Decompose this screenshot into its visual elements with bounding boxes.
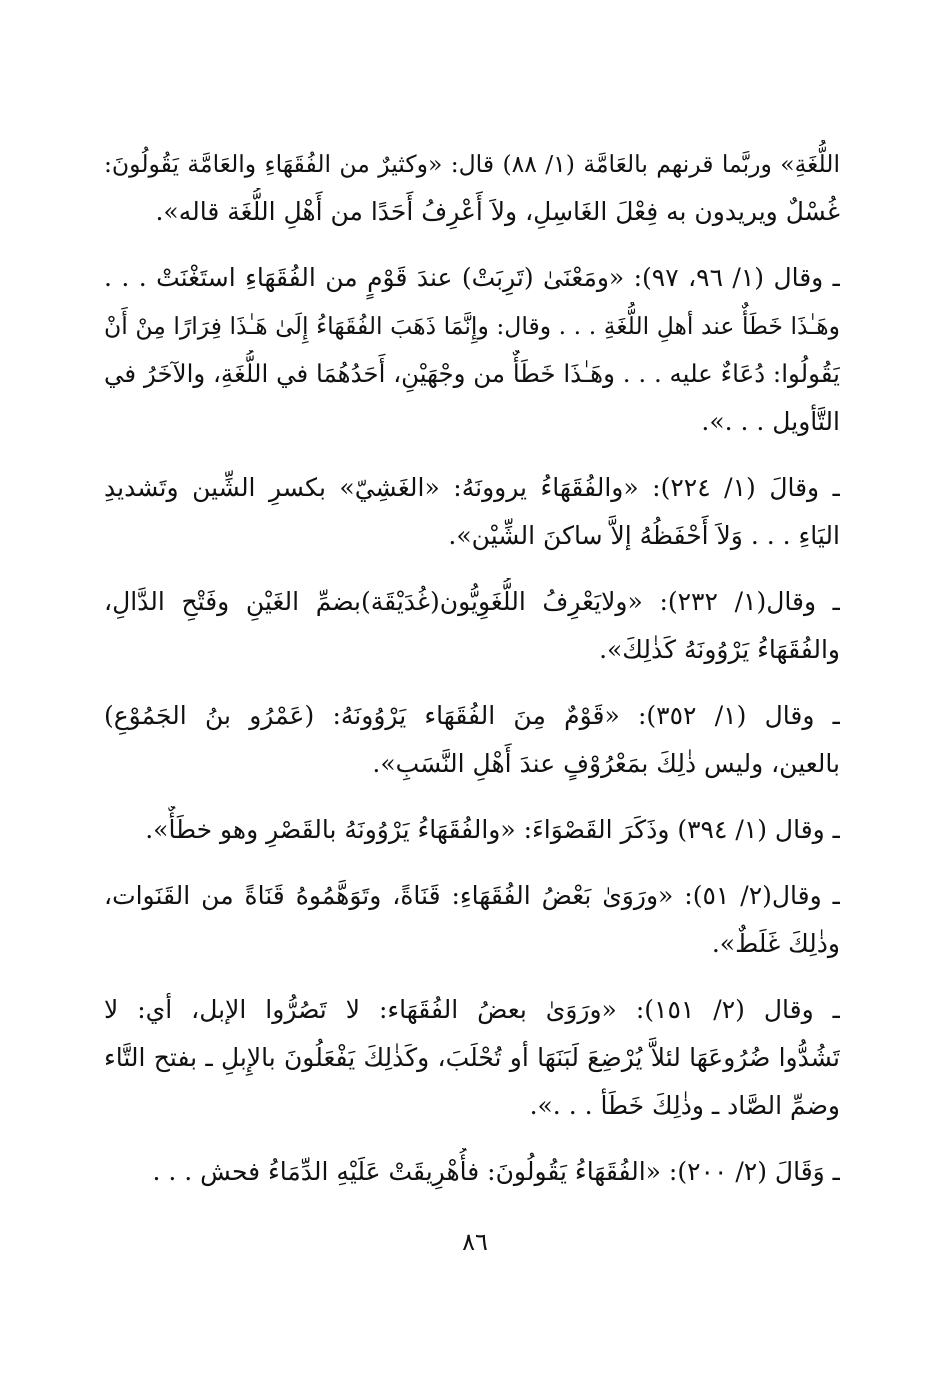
text-line: بالعين، وليس ذٰلِكَ بمَعْرُوْفٍ عندَ أَهْلِ النَّسَبِ». bbox=[372, 749, 840, 778]
paragraph bbox=[104, 1148, 840, 1196]
text-line: وضمِّ الصَّاد ـ وذٰلِكَ خَطَأ . . .». bbox=[529, 1091, 840, 1120]
text-line: اليَاءِ . . . وَلاَ أَحْفَظُهُ إلاَّ ساكنَ الشِّيْن». bbox=[448, 521, 840, 550]
text-line: التَّأويل . . .». bbox=[701, 407, 840, 436]
text-line: وذٰلِكَ غَلَطٌ». bbox=[711, 929, 840, 958]
paragraph bbox=[104, 986, 840, 1130]
text-line: ـ وقال (١/ ٣٩٤) وذَكَرَ القَصْوَاءَ: «والفُقَهَاءُ يَرْوُونَهُ بالقَصْرِ وهو خطَأٌ». bbox=[145, 815, 840, 844]
paragraph bbox=[104, 464, 840, 560]
page-number: ٨٦ bbox=[462, 1228, 488, 1256]
paragraph bbox=[104, 140, 840, 236]
paragraph bbox=[104, 254, 840, 446]
paragraph bbox=[104, 578, 840, 674]
text-line: ـ وقال(٢/ ٥١): «ورَوَىٰ بَعْضُ الفُقَهَاءِ: قَنَاةً، وتَوَهَّمُوهُ قَنَاةً من القَنَوات، bbox=[104, 881, 840, 910]
text-line: غُسْلٌ ويريدون به فِعْلَ الغَاسِلِ، ولاَ أَعْرِفُ أَحَدًا من أَهْلِ اللُّغَة قاله». bbox=[155, 197, 840, 226]
paragraph bbox=[104, 872, 840, 968]
text-line: ـ وقال (١/ ٩٦، ٩٧): «ومَعْنَىٰ (تَرِبَتْ) عندَ قَوْمٍ من الفُقَهَاءِ استَغْنَتْ . . . bbox=[104, 263, 840, 292]
text-line: ـ وقال (١/ ٣٥٢): «قَوْمٌ مِنَ الفُقَهَاء يَرْوُونَهُ: (عَمْرُو بنُ الجَمُوْعِ) bbox=[104, 701, 840, 730]
text-line: ـ وقال(١/ ٢٣٢): «ولايَعْرِفُ اللُّغَوِيُّون(غُدَيْقَة)بضمِّ الغَيْنِ وفَتْحِ الدَّالِ، bbox=[104, 587, 840, 616]
text-line: اللُّغَةِ» وربَّما قرنهم بالعَامَّة (١/ ٨٨) قال: «وكثيرٌ من الفُقَهَاءِ والعَامَّة يَقُولُونَ: bbox=[104, 150, 840, 178]
paragraph bbox=[104, 692, 840, 788]
text-line: يَقُولُوا: دُعَاءٌ عليه . . . وهَـٰذَا خَطَأٌ من وجْهَيْنِ، أَحَدُهُمَا في اللُّغَةِ، والآخَرُ في bbox=[104, 359, 840, 388]
text-line: والفُقَهَاءُ يَرْوُونَهُ كَذٰلِكَ». bbox=[599, 635, 840, 664]
text-line: ـ وقالَ (١/ ٢٢٤): «والفُقَهَاءُ يروونَهُ: «الغَشِيّ» بكسرِ الشِّين وتَشديدِ bbox=[104, 473, 840, 502]
text-line: ـ وَقَالَ (٢/ ٢٠٠): «الفُقَهَاءُ يَقُولُونَ: فأُهْرِيقَتْ عَلَيْهِ الدِّمَاءُ فحش . . . bbox=[152, 1157, 840, 1186]
text-line: وهَـٰذَا خَطَأٌ عند أهلِ اللُّغَةِ . . . وقال: وإِنَّمَا ذَهَبَ الفُقَهَاءُ إِلَىٰ هَـٰذَا فِرَارًا مِنْ أَنْ bbox=[104, 312, 840, 340]
text-line: ـ وقال (٢/ ١٥١): «ورَوَىٰ بعضُ الفُقَهَاء: لا تَصُرُّوا الإبل، أي: لا bbox=[104, 995, 840, 1024]
page-body-text bbox=[104, 140, 840, 1214]
text-line: تَشُدُّوا ضُرُوعَهَا لئلاَّ يُرْضِعَ لَبَنَهَا أو تُحْلَبَ، وكَذٰلِكَ يَفْعَلُونَ بالإِبلِ ـ بفتح التَّاء bbox=[104, 1043, 840, 1072]
paragraph bbox=[104, 806, 840, 854]
